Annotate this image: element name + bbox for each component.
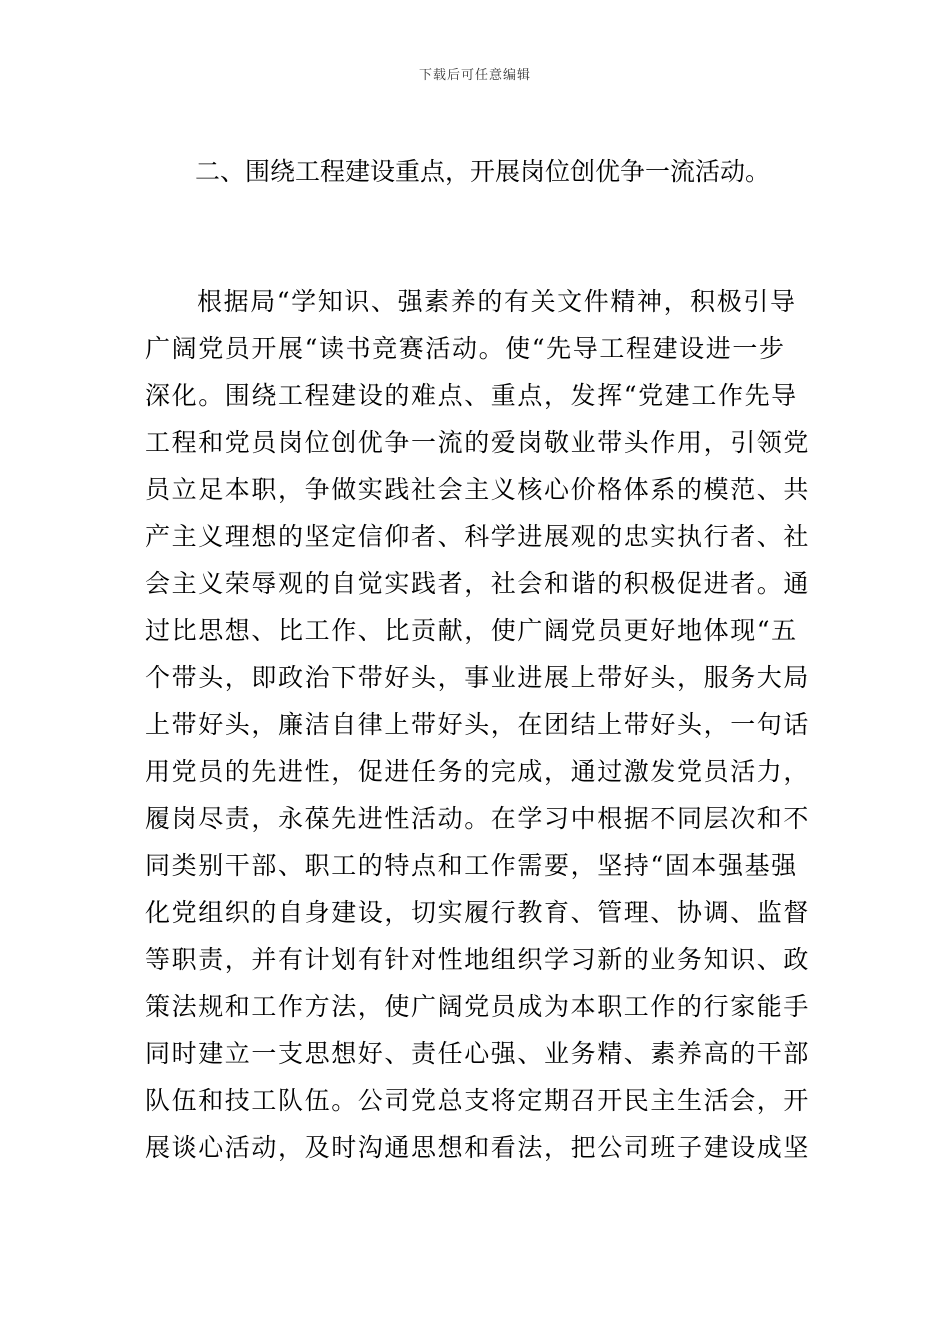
paragraph-line: 根据局“学知识、强素养的有关文件精神，积极引导 <box>197 287 797 316</box>
paragraph-line: 会主义荣辱观的自觉实践者，社会和谐的积极促进者。通 <box>145 569 811 598</box>
paragraph-line: 产主义理想的坚定信仰者、科学进展观的忠实执行者、社 <box>145 522 811 551</box>
paragraph-line: 策法规和工作方法，使广阔党员成为本职工作的行家能手 <box>145 992 811 1021</box>
body-paragraph <box>145 278 825 1171</box>
paragraph-line: 展谈心活动，及时沟通思想和看法，把公司班子建设成坚 <box>145 1133 811 1162</box>
paragraph-line: 队伍和技工队伍。公司党总支将定期召开民主生活会，开 <box>145 1086 811 1115</box>
paragraph-line: 化党组织的自身建设，切实履行教育、管理、协调、监督 <box>145 898 811 927</box>
section-heading: 二、围绕工程建设重点，开展岗位创优争一流活动。 <box>195 157 771 186</box>
paragraph-line: 等职责，并有计划有针对性地组织学习新的业务知识、政 <box>145 945 811 974</box>
paragraph-line: 同时建立一支思想好、责任心强、业务精、素养高的干部 <box>145 1039 811 1068</box>
paragraph-line: 用党员的先进性，促进任务的完成，通过激发党员活力， <box>145 757 811 786</box>
paragraph-line: 个带头，即政治下带好头，事业进展上带好头，服务大局 <box>145 663 811 692</box>
paragraph-line: 同类别干部、职工的特点和工作需要，坚持“固本强基强 <box>145 851 798 880</box>
paragraph-line: 上带好头，廉洁自律上带好头，在团结上带好头，一句话 <box>145 710 811 739</box>
page-header: 下载后可任意编辑 <box>418 68 531 83</box>
paragraph-line: 过比思想、比工作、比贡献，使广阔党员更好地体现“五 <box>145 616 798 645</box>
paragraph-line: 深化。围绕工程建设的难点、重点，发挥“党建工作先导 <box>145 381 798 410</box>
paragraph-line: 履岗尽责，永葆先进性活动。在学习中根据不同层次和不 <box>145 804 811 833</box>
paragraph-line: 工程和党员岗位创优争一流的爱岗敬业带头作用，引领党 <box>145 428 811 457</box>
paragraph-line: 员立足本职，争做实践社会主义核心价格体系的模范、共 <box>145 475 811 504</box>
paragraph-line: 广阔党员开展“读书竞赛活动。使“先导工程建设进一步 <box>145 334 786 363</box>
